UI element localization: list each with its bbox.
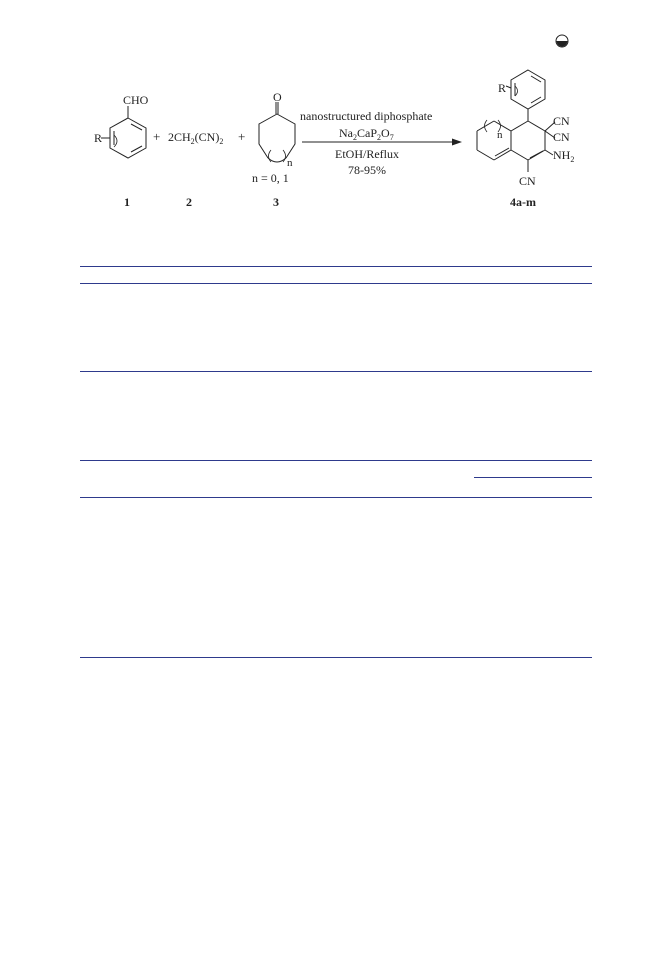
- aldehyde-substituent: R: [94, 131, 103, 145]
- plus-sign-1: +: [153, 129, 161, 144]
- catalyst-formula: $Na_2CaP_2O_7$: [339, 126, 394, 142]
- product-ring-index: n: [497, 129, 503, 141]
- compound-label-1: 1: [124, 195, 130, 209]
- table-rule-6: [80, 497, 592, 498]
- ketone-ring-index: n: [287, 157, 293, 169]
- yield-label: 78-95%: [348, 163, 386, 177]
- table-rule-4: [80, 460, 592, 461]
- table-rule-2: [80, 283, 592, 284]
- aldehyde-group: CHO: [123, 93, 149, 107]
- product-cn-2: CN: [553, 130, 570, 144]
- product-substituent: R: [498, 81, 507, 95]
- table-rule-7: [80, 657, 592, 658]
- catalyst-label: nanostructured diphosphate: [300, 109, 433, 123]
- product-cn-3: CN: [519, 174, 536, 188]
- table-rule-3: [80, 371, 592, 372]
- product-cn-1: CN: [553, 114, 570, 128]
- ketone-oxygen: O: [273, 90, 282, 104]
- compound-label-3: 3: [273, 195, 279, 209]
- plus-sign-2: +: [238, 129, 246, 144]
- compound-1-structure: [101, 106, 146, 158]
- ketone-condition: n = 0, 1: [252, 171, 289, 185]
- product-amine: $NH_2$: [553, 148, 575, 164]
- reaction-scheme: [0, 0, 672, 240]
- badge-icon: [556, 35, 568, 47]
- table-rule-5: [474, 477, 592, 478]
- compound-3-structure: [259, 102, 295, 162]
- compound-label-4a-m: 4a-m: [510, 195, 536, 209]
- product-structure: [477, 70, 555, 172]
- reagent-2-formula: $2CH_2(CN)_2$: [168, 130, 224, 146]
- solvent-label: EtOH/Reflux: [335, 147, 399, 161]
- compound-label-2: 2: [186, 195, 192, 209]
- table-rule-1: [80, 266, 592, 267]
